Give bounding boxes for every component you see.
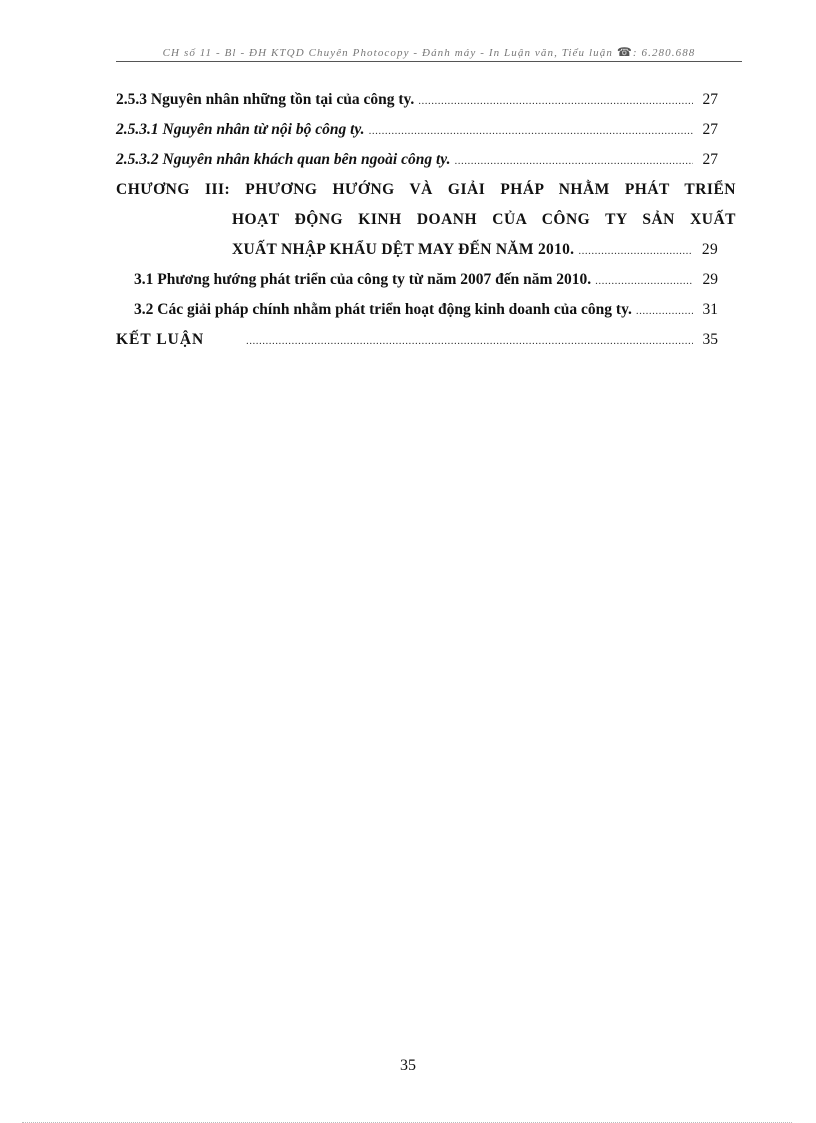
toc-leader-dots [242,335,693,347]
toc-entry-label: 3.2 Các giải pháp chính nhằm phát triển hoạt động kinh doanh của công ty. [134,301,632,318]
toc-entry-label: 2.5.3 Nguyên nhân những tồn tại của công ty. [116,91,415,108]
toc-chapter3-line3 [232,241,718,259]
toc-leader-dots [414,95,692,107]
toc-chapter3-line1: CHƯƠNG III: PHƯƠNG HƯỚNG VÀ GIẢI PHÁP NHẰM PHÁT TRIỂN [116,181,736,198]
toc-entry-label: 3.1 Phương hướng phát triển của công ty từ năm 2007 đến năm 2010. [134,271,592,288]
toc-leader-dots [574,245,692,257]
toc-entry-label: XUẤT NHẬP KHẨU DỆT MAY ĐẾN NĂM 2010. [232,241,575,258]
toc-entry-3-2 [134,301,718,319]
toc-entry-page: 31 [702,301,718,318]
toc-entry-page: 35 [702,331,718,348]
toc-leader-dots [365,125,693,137]
running-header [116,45,742,60]
toc-entry-page: 29 [701,241,718,258]
phone-icon: ☎ [616,45,633,59]
toc-entry-page: 27 [702,91,718,108]
toc-entry-page: 27 [702,121,718,138]
toc-entry-label: 2.5.3.1 Nguyên nhân từ nội bộ công ty. [116,121,365,138]
toc-chapter3-line2: HOẠT ĐỘNG KINH DOANH CỦA CÔNG TY SẢN XUẤT [232,211,736,228]
header-phone: : 6.280.688 [632,47,696,59]
toc-entry-2-5-3 [116,91,718,109]
toc-entry-page: 29 [702,271,718,288]
toc-entry-label: 2.5.3.2 Nguyên nhân khách quan bên ngoài công ty. [116,151,451,168]
toc-entry-label: KẾT LUẬN [116,331,205,348]
toc-entry-conclusion [116,331,718,349]
toc-leader-dots [591,275,692,287]
toc-entry-page: 27 [702,151,718,168]
page-number: 35 [400,1057,416,1074]
toc-leader-dots [632,305,693,317]
header-text: CH số 11 - Bl - ĐH KTQD Chuyên Photocopy - Đánh máy - In Luận văn, Tiểu luận [162,47,613,59]
toc-leader-dots [450,155,692,167]
toc-entry-2-5-3-2 [116,151,718,169]
header-rule [116,61,742,62]
toc-entry-3-1 [134,271,718,289]
toc-entry-2-5-3-1 [116,121,718,139]
